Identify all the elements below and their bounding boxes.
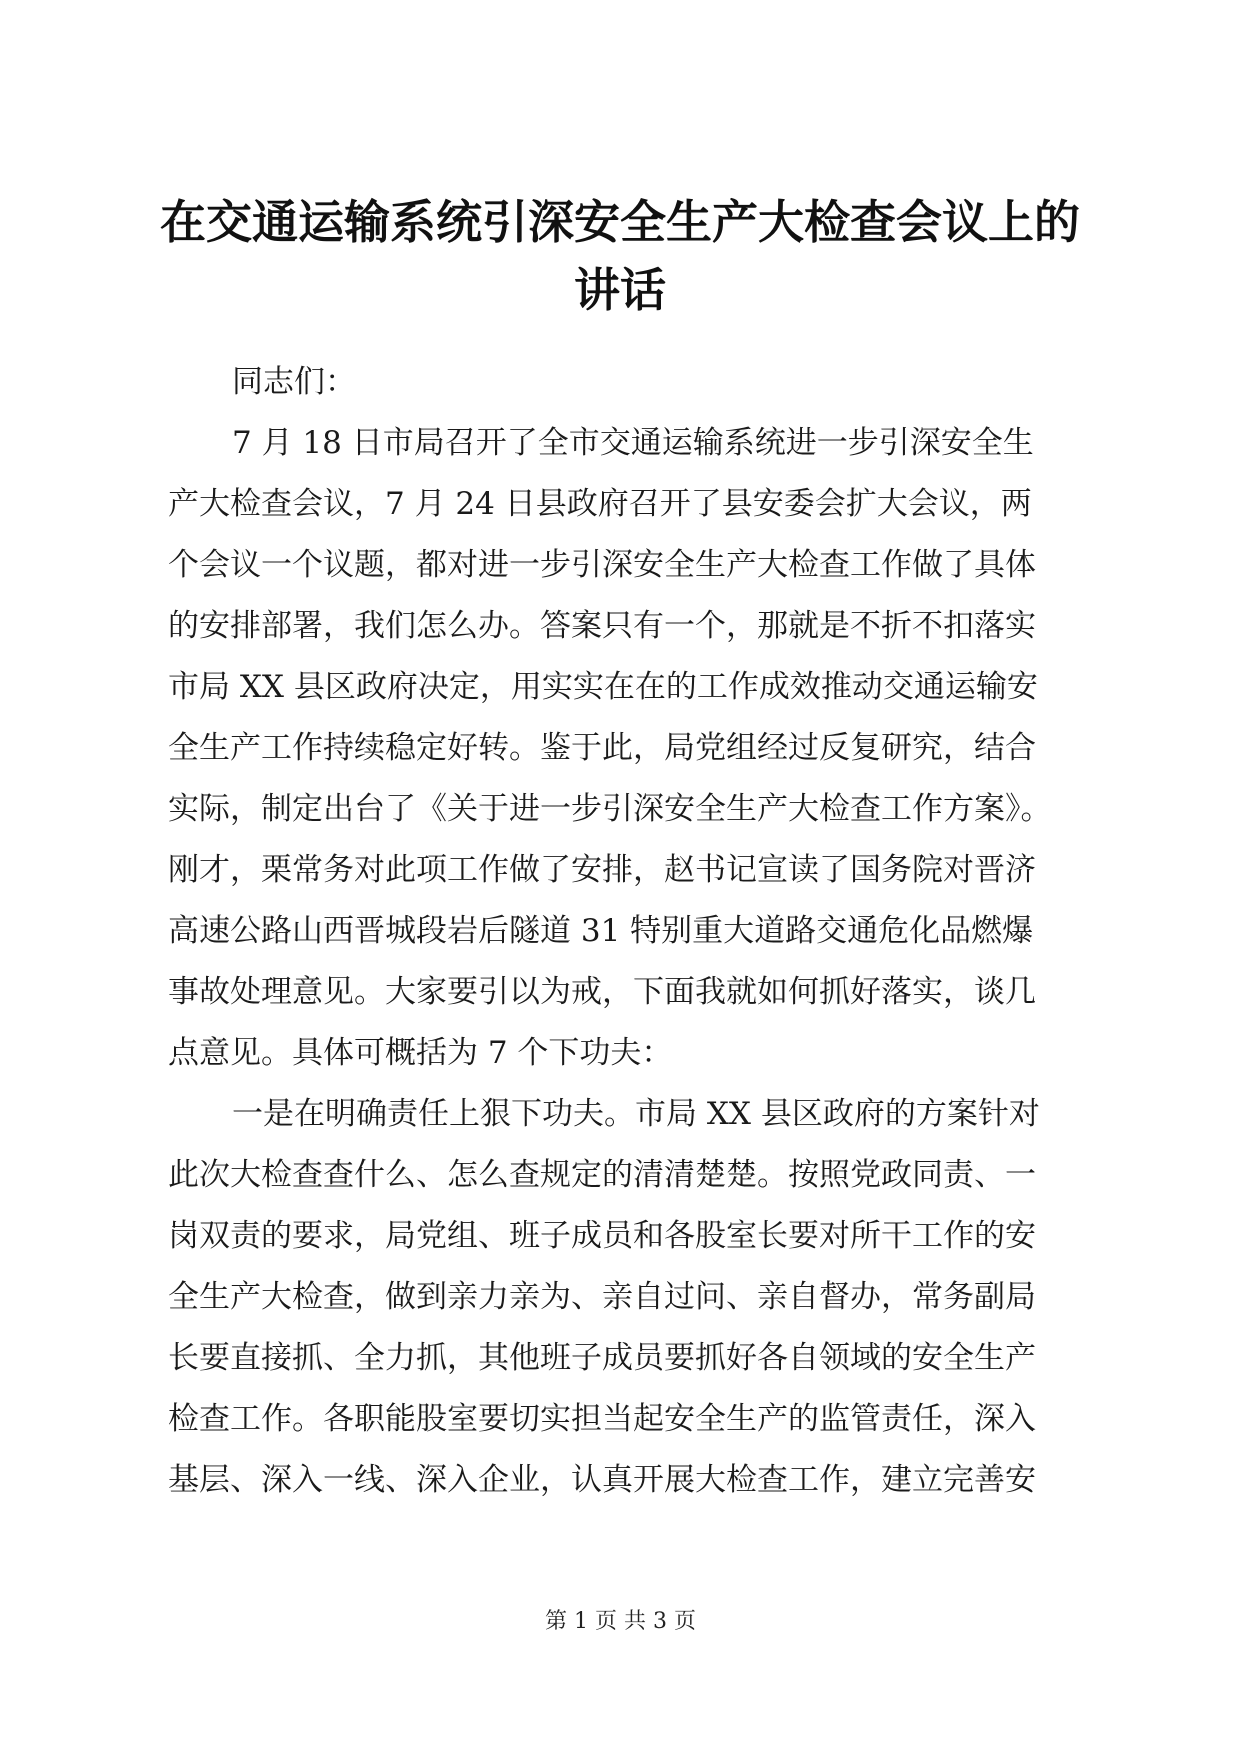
paragraph-line: 高速公路山西晋城段岩后隧道 31 特别重大道路交通危化品燃爆 xyxy=(168,913,1034,949)
paragraph-line: 全生产大检查，做到亲力亲为、亲自过问、亲自督办，常务副局 xyxy=(168,1279,1036,1315)
title-line-1: 在交通运输系统引深安全生产大检查会议上的 xyxy=(160,195,1080,249)
page-footer: 第 1 页 共 3 页 xyxy=(545,1609,696,1634)
paragraph-line: 基层、深入一线、深入企业，认真开展大检查工作，建立完善安 xyxy=(168,1462,1036,1498)
paragraph-line: 实际，制定出台了《关于进一步引深安全生产大检查工作方案》。 xyxy=(168,791,1052,827)
paragraph-line: 市局 XX 县区政府决定，用实实在在的工作成效推动交通运输安 xyxy=(168,669,1038,705)
paragraph-line: 7 月 18 日市局召开了全市交通运输系统进一步引深安全生 xyxy=(232,425,1034,461)
paragraph-line: 个会议一个议题，都对进一步引深安全生产大检查工作做了具体 xyxy=(168,547,1036,583)
paragraph-line: 一是在明确责任上狠下功夫。市局 XX 县区政府的方案针对 xyxy=(232,1096,1040,1132)
document-title xyxy=(140,188,1100,324)
paragraph-line: 的安排部署，我们怎么办。答案只有一个，那就是不折不扣落实 xyxy=(168,608,1036,644)
salutation: 同志们： xyxy=(232,364,356,400)
paragraph-line: 点意见。具体可概括为 7 个下功夫： xyxy=(168,1035,673,1071)
paragraph-line: 刚才，栗常务对此项工作做了安排，赵书记宣读了国务院对晋济 xyxy=(168,852,1036,888)
document-body xyxy=(168,352,1086,1511)
paragraph-line: 岗双责的要求，局党组、班子成员和各股室长要对所干工作的安 xyxy=(168,1218,1036,1254)
paragraph-line: 产大检查会议，7 月 24 日县政府召开了县安委会扩大会议，两 xyxy=(168,486,1032,522)
paragraph-line: 此次大检查查什么、怎么查规定的清清楚楚。按照党政同责、一 xyxy=(168,1157,1036,1193)
paragraph-line: 事故处理意见。大家要引以为戒，下面我就如何抓好落实，谈几 xyxy=(168,974,1036,1010)
title-line-2: 讲话 xyxy=(574,263,666,317)
paragraph-line: 长要直接抓、全力抓，其他班子成员要抓好各自领域的安全生产 xyxy=(168,1340,1036,1376)
paragraph-line: 全生产工作持续稳定好转。鉴于此，局党组经过反复研究，结合 xyxy=(168,730,1036,766)
paragraph-line: 检查工作。各职能股室要切实担当起安全生产的监管责任，深入 xyxy=(168,1401,1036,1437)
